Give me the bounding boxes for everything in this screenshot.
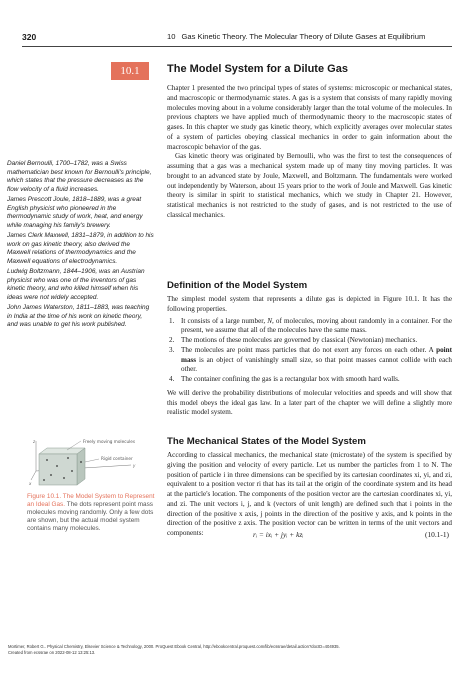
mechanical-paragraph: According to classical mechanics, the mechanical state (microstate) of the system is specified by giving the position and velocity of every particle. Let us number the particles from 1 to N. The position of particle i in three dimensions can be specified by its cartesian coordinates xi, yi, and zi, equivalent to a position vector ri that has its tail at the origin of the coordinate system and its head at the particle's location. The components of the position vector are the cartesian coordinates xi, yi, and zi. The unit vectors i, j, and k (vectors of unit length) are defined such that i points in the direction of the positive x axis, j points in the direction of the positive y axis, and k points in the direction of the positive z axis. The position vector can be written in terms of the unit vectors and components: xyxy=(167,451,452,537)
molecule-dot xyxy=(80,461,82,463)
label-freely-moving-molecules: Freely moving molecules xyxy=(83,439,136,444)
list-text: The container confining the gas is a rectangular box with smooth hard walls. xyxy=(181,375,400,383)
property-list xyxy=(167,317,452,385)
list-item xyxy=(167,317,452,337)
molecule-dot xyxy=(63,477,65,479)
list-number: 1. xyxy=(169,316,175,325)
molecule-dot xyxy=(50,474,52,476)
y-axis-label: y xyxy=(133,463,136,468)
figure-caption xyxy=(27,493,159,533)
x-axis xyxy=(31,471,36,480)
section-title: The Model System for a Dilute Gas xyxy=(167,63,348,75)
definition-intro: The simplest model system that represents a dilute gas is depicted in Figure 10.1. It has the following properties. xyxy=(167,295,452,313)
sidebar-note-boltzmann: Ludwig Boltzmann, 1844–1906, was an Austrian physicist who was one of the inventors of gas kinetic theory, and who killed himself when his ideas were not widely accepted. xyxy=(7,268,145,301)
sidebar-note-bernoulli: Daniel Bernoulli, 1700–1782, was a Swiss mathematician best known for Bernoulli's principle, which states that the pressure decreases as the flow velocity of a fluid increases. xyxy=(7,160,152,193)
molecule-dot xyxy=(56,465,58,467)
sidebar-note-maxwell: James Clerk Maxwell, 1831–1879, in addition to his work on gas kinetic theory, also derived the Maxwell relations of thermodynamics and the Maxwell equations of electrodynamics. xyxy=(7,232,154,265)
list-variable: N xyxy=(267,316,272,325)
equation-number: (10.1-1) xyxy=(424,530,449,539)
figure-caption-text: The dots represent point mass molecules moving randomly. Only a few dots are shown, but the actual model system contains many molecules. xyxy=(27,500,154,532)
molecule-dot xyxy=(71,470,73,472)
box-side-face xyxy=(77,448,85,485)
list-number: 3. xyxy=(169,345,175,354)
page-header xyxy=(0,32,474,44)
mechanical-body xyxy=(167,451,452,539)
section-number-badge: 10.1 xyxy=(111,62,149,80)
heading-definition: Definition of the Model System xyxy=(167,280,308,291)
list-item xyxy=(167,336,452,346)
figure-ideal-gas-model xyxy=(27,438,155,490)
list-number: 4. xyxy=(169,375,175,383)
list-text: is an object of vanishingly small size, so that point masses cannot collide with each other. xyxy=(181,355,452,374)
list-text: The molecules are point mass particles that do not exert any forces on each other. A xyxy=(181,345,437,354)
page-footer xyxy=(8,644,340,655)
list-term: point mass xyxy=(181,345,452,364)
equation-expression: rᵢ = ixᵢ + jyᵢ + kzᵢ xyxy=(253,530,304,539)
z-axis-label: z xyxy=(33,439,36,444)
list-item xyxy=(167,375,452,385)
chapter-number: 10 xyxy=(167,32,176,41)
list-number: 2. xyxy=(169,336,175,344)
molecule-dot xyxy=(67,457,69,459)
molecule-dot xyxy=(46,459,48,461)
chapter-title: Gas Kinetic Theory. The Molecular Theory of Dilute Gases at Equilibrium xyxy=(181,32,426,41)
label-rigid-container: Rigid container xyxy=(101,456,133,461)
heading-mechanical-states: The Mechanical States of the Model System xyxy=(167,436,366,447)
page-number: 320 xyxy=(22,32,37,42)
x-axis-label: x xyxy=(29,481,32,486)
list-text: The motions of these molecules are governed by classical (Newtonian) mechanics. xyxy=(181,336,418,344)
list-item xyxy=(167,346,452,375)
running-head xyxy=(167,32,425,41)
header-rule xyxy=(22,46,452,47)
definition-body xyxy=(167,295,452,418)
equation-10-1-1 xyxy=(167,530,452,542)
list-text: It consists of a large number, xyxy=(181,316,268,325)
sidebar-note-joule: James Prescott Joule, 1818–1889, was a great English physicist who pioneered in the thermodynamic study of work, heat, and energy while managing his family's brewery. xyxy=(7,196,143,229)
definition-closing: We will derive the probability distributions of molecular velocities and speeds and will show that this model obeys the ideal gas law. In a later part of the chapter we will define a slightly more realistic model system. xyxy=(167,388,452,417)
intro-paragraph-1: Chapter 1 presented the two principal types of states of systems: microscopic or mechanical states, and macroscopic or thermodynamic states. A gas is a system that consists of many rapidly moving molecules moving about in a volume considerably larger than the total volume of the molecules. In previous chapters we have applied much of thermodynamic theory to the macroscopic states of gases. In this chapter we study gas kinetic theory, which explicitly averages over molecular states of a system of particles obeying classical mechanics in order to gain information about the macroscopic behavior of the gas. xyxy=(167,84,452,151)
footer-created: Created from ecssrae on 2022-08-12 13:25:13. xyxy=(8,649,96,655)
figure-drawing xyxy=(27,438,155,490)
section-intro xyxy=(167,84,452,221)
figure-caption-label: Figure 10.1. The Model System to Represent an Ideal Gas. xyxy=(27,493,155,508)
list-text: , of molecules, moving about randomly in a container. For the present, we assume that all of the molecules have the same mass. xyxy=(181,316,452,335)
sidebar-notes xyxy=(7,160,154,332)
sidebar-note-waterston: John James Waterston, 1811–1883, was teaching in India at the time of his work on kinetic theory, and was unable to get his work published. xyxy=(7,304,150,328)
molecule-dot xyxy=(43,479,45,481)
footer-citation: Mortimer, Robert G.. Physical Chemistry, Elsevier Science & Technology, 2000. ProQuest Ebook Central, http://ebookcentral.proquest.com/lib/ecssrae/detail.action?docID=404935. xyxy=(8,644,340,649)
intro-paragraph-2: Gas kinetic theory was originated by Bernoulli, who was the first to test the consequences of assuming that a gas was a mechanical system made up of many tiny moving particles. It was brought to an advanced state by Joule, Maxwell, and Boltzmann. The fundamentals were worked out independently by Waterson, about 15 years prior to the work of Joule and Maxwell. Gas kinetic theory is similar in spirit to statistical mechanics, which we study in Chapter 21. However, statistical mechanics is not restricted to the study of gases, and is not restricted to the use of classical mechanics. xyxy=(167,152,452,219)
